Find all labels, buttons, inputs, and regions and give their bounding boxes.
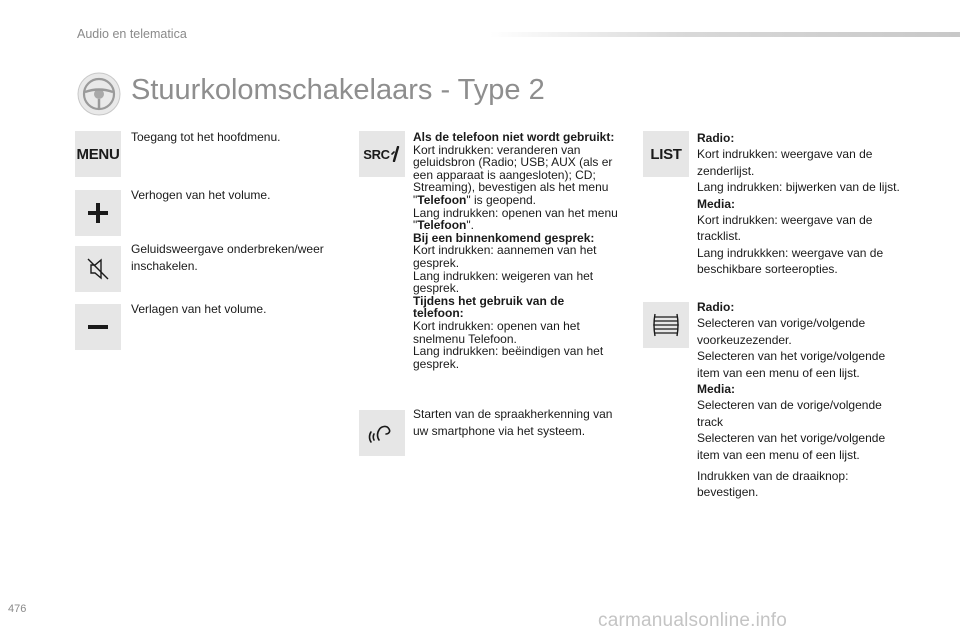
list-heading-radio: Radio: xyxy=(697,131,735,145)
wheel-heading-media: Media: xyxy=(697,382,736,397)
src-idle-short: Kort indrukken: veranderen van geluidsbron (Radio; USB; AUX (als er een apparaat is aangesloten); CD; Streaming), bevestigen als het menu " xyxy=(413,142,613,207)
src-idle-long-bold: Telefoon xyxy=(417,218,467,233)
minus-icon xyxy=(86,315,110,339)
thumbwheel-tile xyxy=(643,302,689,348)
volume-down-tile xyxy=(75,304,121,350)
list-radio-long: Lang indrukken: bijwerken van de lijst. xyxy=(697,180,900,195)
volume-down-description: Verlagen van het volume. xyxy=(131,302,267,316)
list-heading-media: Media: xyxy=(697,196,736,211)
src-call-short: Kort indrukken: openen van het snelmenu Telefoon. xyxy=(413,318,580,346)
src-heading-incoming: Bij een binnenkomend gesprek: xyxy=(413,230,595,245)
src-idle-long: Lang indrukken: openen van het menu " xyxy=(413,205,618,233)
src-incoming-short: Kort indrukken: aannemen van het gesprek. xyxy=(413,243,597,270)
wheel-media-track: Selecteren van de vorige/volgende track xyxy=(697,398,882,429)
src-idle-short-end: " is geopend. xyxy=(466,192,537,207)
src-idle-long-end: ". xyxy=(466,218,474,233)
voice-command-icon xyxy=(367,418,397,448)
list-radio-short: Kort indrukken: weergave van de zenderlijst. xyxy=(697,147,873,178)
menu-label: MENU xyxy=(76,145,120,163)
wheel-heading-radio: Radio: xyxy=(697,300,735,314)
thumbwheel-description xyxy=(697,299,902,463)
volume-up-tile xyxy=(75,190,121,236)
phone-slash-icon xyxy=(391,146,401,162)
list-description xyxy=(697,130,902,278)
src-button-tile xyxy=(359,131,405,177)
speaker-mute-icon xyxy=(83,254,113,284)
menu-description: Toegang tot het hoofdmenu. xyxy=(131,130,281,144)
menu-button-tile xyxy=(75,131,121,177)
plus-icon xyxy=(86,201,110,225)
thumbwheel-icon xyxy=(649,310,683,340)
src-label: SRC xyxy=(363,146,390,162)
mute-tile xyxy=(75,246,121,292)
wheel-radio-menu: Selecteren van het vorige/volgende item van een menu of een lijst. xyxy=(697,349,886,380)
src-idle-short-bold: Telefoon xyxy=(417,192,467,207)
mute-description: Geluidsweergave onderbreken/weer inschakelen. xyxy=(131,242,324,273)
src-incoming-long: Lang indrukken: weigeren van het gesprek. xyxy=(413,268,594,296)
press-description: Indrukken van de draaiknop: bevestigen. xyxy=(697,469,849,500)
src-call-long: Lang indrukken: beëindigen van het gesprek. xyxy=(413,344,604,371)
page-number: 476 xyxy=(8,603,27,615)
wheel-media-menu: Selecteren van het vorige/volgende item van een menu of een lijst. xyxy=(697,431,886,462)
src-heading-call: Tijdens het gebruik van de telefoon: xyxy=(413,293,565,321)
src-description xyxy=(413,131,618,370)
volume-up-description: Verhogen van het volume. xyxy=(131,188,271,202)
steering-wheel-icon xyxy=(76,71,122,117)
list-button-tile xyxy=(643,131,689,177)
list-media-long: Lang indrukkken: weergave van de beschikbare sorteeropties. xyxy=(697,245,884,277)
wheel-radio-preset: Selecteren van vorige/volgende voorkeuzezender. xyxy=(697,316,866,347)
list-label: LIST xyxy=(650,145,682,163)
page-title: Stuurkolomschakelaars - Type 2 xyxy=(131,74,545,106)
watermark: carmanualsonline.info xyxy=(598,610,788,631)
voice-description: Starten van de spraakherkenning van uw smartphone via het systeem. xyxy=(413,407,613,438)
list-media-short: Kort indrukken: weergave van de tracklist. xyxy=(697,213,873,244)
header-rule xyxy=(490,32,960,37)
voice-tile xyxy=(359,410,405,456)
src-heading-idle: Als de telefoon niet wordt gebruikt: xyxy=(413,130,615,144)
section-header: Audio en telematica xyxy=(77,27,187,41)
